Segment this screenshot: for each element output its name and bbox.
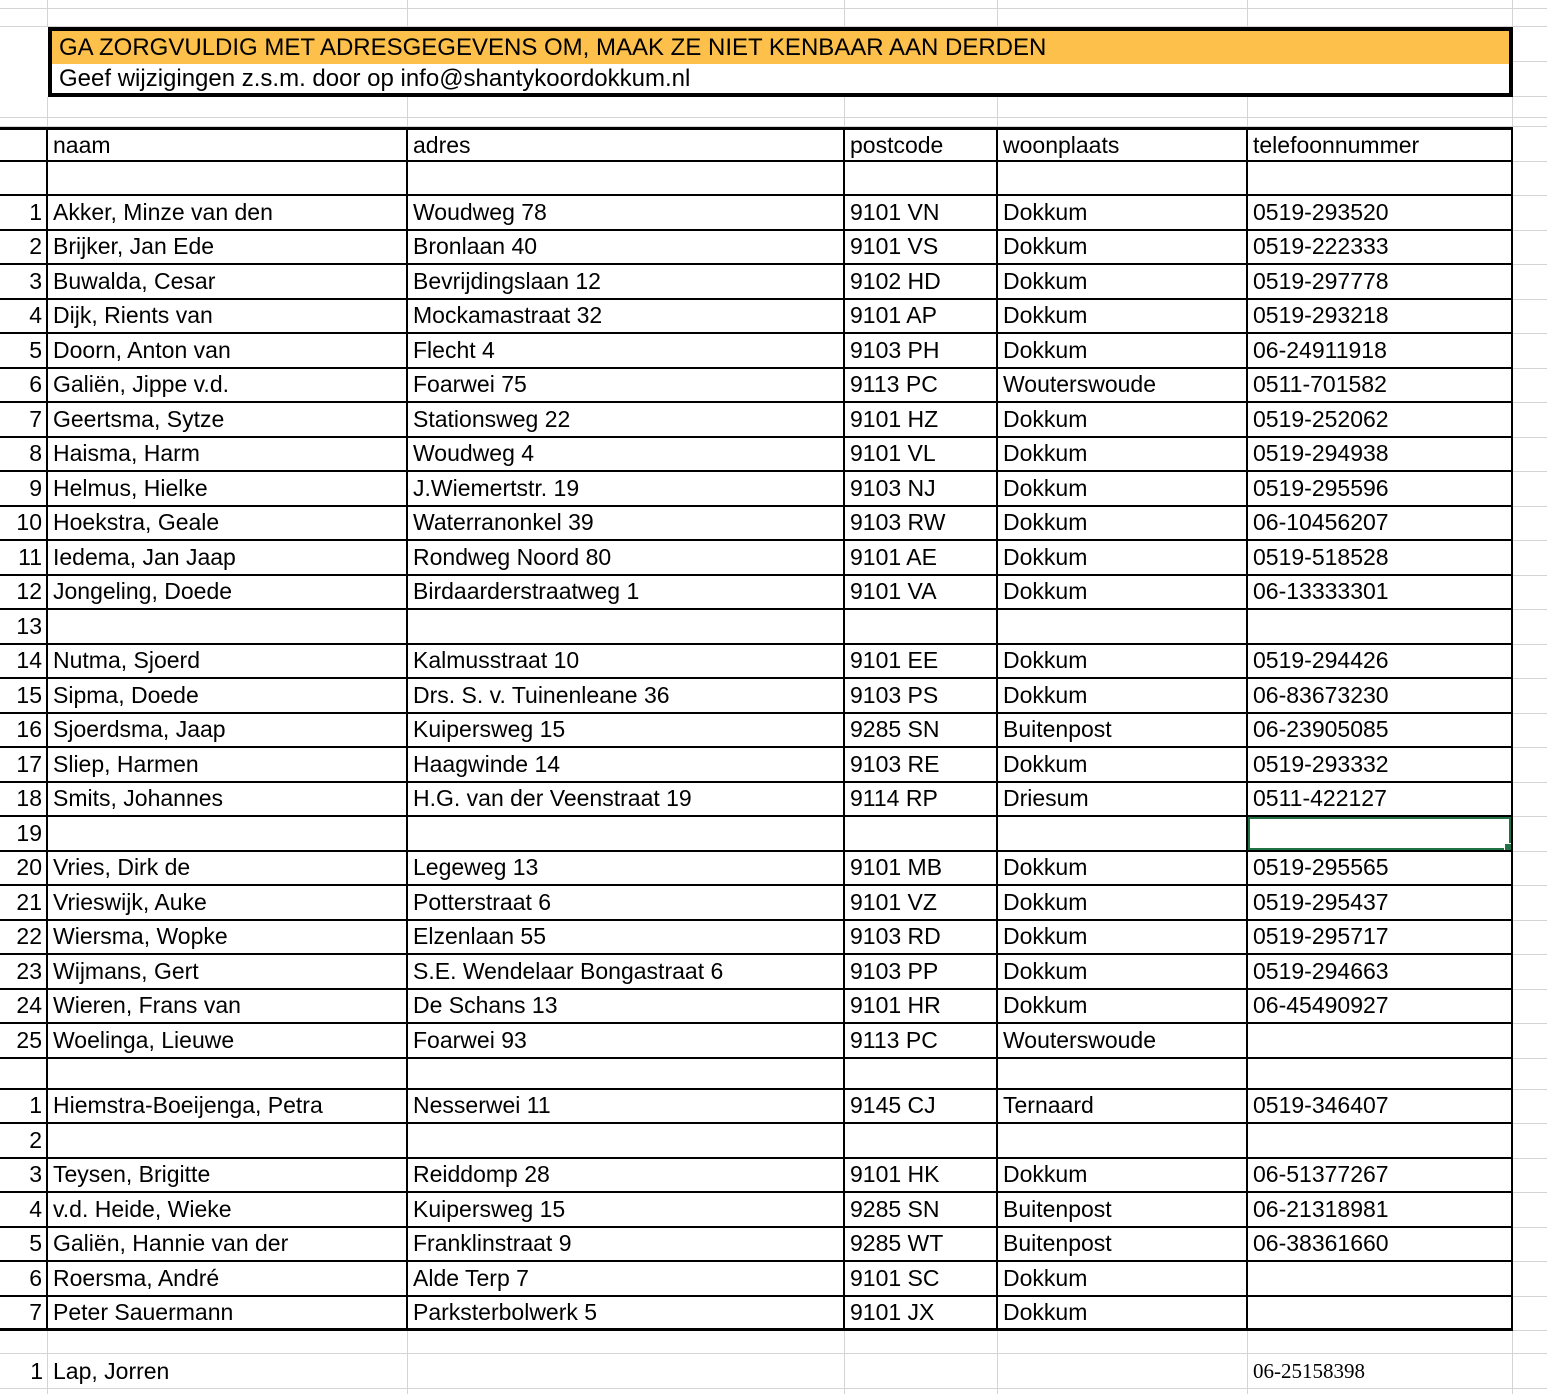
telefoonnummer-cell[interactable] [1248,1297,1513,1332]
woonplaats-cell[interactable]: Buitenpost [998,714,1248,749]
table-row [0,990,1547,1025]
row-number-cell[interactable]: 2 [0,231,48,266]
table-row [0,196,1547,231]
telefoonnummer-cell[interactable]: 0519-518528 [1248,541,1513,576]
row-number-cell[interactable]: 7 [0,403,48,438]
woonplaats-cell[interactable]: Ternaard [998,1090,1248,1125]
adres-cell[interactable]: Rondweg Noord 80 [408,541,845,576]
row-number-cell[interactable]: 12 [0,576,48,611]
row-number-cell[interactable]: 13 [0,610,48,645]
adres-cell[interactable]: Elzenlaan 55 [408,921,845,956]
gutter-cell [1513,921,1547,956]
row-number-cell[interactable]: 22 [0,921,48,956]
naam-cell[interactable] [48,610,408,645]
adres-cell[interactable]: Haagwinde 14 [408,748,845,783]
gutter-cell [1513,1159,1547,1194]
postcode-cell[interactable]: 9285 SN [845,714,998,749]
telefoonnummer-cell[interactable]: 0519-346407 [1248,1090,1513,1125]
postcode-cell[interactable]: 9103 RW [845,507,998,542]
woonplaats-cell[interactable]: Dokkum [998,955,1248,990]
woonplaats-cell[interactable] [998,610,1248,645]
postcode-cell[interactable]: 9101 AP [845,300,998,335]
gutter-cell [1513,955,1547,990]
telefoonnummer-cell[interactable] [1248,817,1513,852]
postcode-cell[interactable]: 9101 MB [845,852,998,887]
table-row [0,1159,1547,1194]
footer-member-row [0,1354,1547,1389]
gutter-cell [1513,231,1547,266]
row-number-cell[interactable]: 9 [0,472,48,507]
naam-cell[interactable]: Sjoerdsma, Jaap [48,714,408,749]
row-number-cell[interactable]: 8 [0,438,48,473]
row-number-cell[interactable]: 1 [0,1354,48,1389]
naam-cell[interactable]: Smits, Johannes [48,783,408,818]
postcode-cell[interactable]: 9285 WT [845,1228,998,1263]
woonplaats-cell[interactable] [998,817,1248,852]
gutter-cell [1513,990,1547,1025]
selection-handle[interactable] [1504,843,1513,852]
adres-cell[interactable]: Kuipersweg 15 [408,714,845,749]
woonplaats-cell[interactable]: Dokkum [998,472,1248,507]
telefoonnummer-cell[interactable] [1248,1124,1513,1159]
postcode-cell[interactable]: 9101 HK [845,1159,998,1194]
telefoonnummer-cell[interactable]: 0519-293520 [1248,196,1513,231]
postcode-cell[interactable]: 9103 PH [845,334,998,369]
gutter-cell [1513,265,1547,300]
postcode-cell[interactable] [845,1354,998,1389]
woonplaats-cell[interactable]: Dokkum [998,1297,1248,1332]
row-number-cell[interactable]: 20 [0,852,48,887]
telefoonnummer-cell[interactable]: 06-25158398 [1248,1354,1513,1389]
naam-cell[interactable]: Buwalda, Cesar [48,265,408,300]
gutter-cell [1513,438,1547,473]
gutter-cell [1513,507,1547,542]
table-row [0,438,1547,473]
adres-cell[interactable]: Mockamastraat 32 [408,300,845,335]
table-row [0,783,1547,818]
adres-cell[interactable]: S.E. Wendelaar Bongastraat 6 [408,955,845,990]
table-row [0,817,1547,852]
adres-cell[interactable]: Legeweg 13 [408,852,845,887]
row-number-cell[interactable]: 5 [0,1228,48,1263]
telefoonnummer-cell[interactable]: 0519-294938 [1248,438,1513,473]
naam-cell[interactable]: Sliep, Harmen [48,748,408,783]
gutter-cell [1513,300,1547,335]
naam-cell[interactable]: Wijmans, Gert [48,955,408,990]
telefoonnummer-cell[interactable]: 0519-295717 [1248,921,1513,956]
naam-cell[interactable]: Vrieswijk, Auke [48,886,408,921]
naam-cell[interactable]: Sipma, Doede [48,679,408,714]
table-header-row [0,127,1547,162]
woonplaats-cell[interactable]: Dokkum [998,438,1248,473]
members-section [0,196,1547,1059]
adres-cell[interactable] [408,1124,845,1159]
empty-grid-row [0,97,1547,118]
naam-cell[interactable]: Dijk, Rients van [48,300,408,335]
postcode-cell[interactable]: 9103 RE [845,748,998,783]
naam-cell[interactable]: Geertsma, Sytze [48,403,408,438]
table-row [0,1024,1547,1059]
naam-cell[interactable]: Hoekstra, Geale [48,507,408,542]
gutter-cell [1513,1297,1547,1332]
woonplaats-cell[interactable]: Dokkum [998,748,1248,783]
adres-cell[interactable]: Foarwei 93 [408,1024,845,1059]
naam-cell[interactable]: Peter Sauermann [48,1297,408,1332]
naam-cell[interactable]: Lap, Jorren [48,1354,408,1389]
adres-cell[interactable]: Franklinstraat 9 [408,1228,845,1263]
adres-cell[interactable]: Parksterbolwerk 5 [408,1297,845,1332]
table-row [0,403,1547,438]
table-row [0,886,1547,921]
telefoonnummer-cell[interactable]: 06-24911918 [1248,334,1513,369]
row-number-cell[interactable]: 10 [0,507,48,542]
postcode-cell[interactable]: 9113 PC [845,369,998,404]
naam-cell[interactable]: Iedema, Jan Jaap [48,541,408,576]
gutter [1513,27,1547,97]
naam-cell[interactable]: Doorn, Anton van [48,334,408,369]
adres-cell[interactable]: Bevrijdingslaan 12 [408,265,845,300]
telefoonnummer-cell[interactable]: 0519-294663 [1248,955,1513,990]
naam-cell[interactable]: Teysen, Brigitte [48,1159,408,1194]
telefoonnummer-cell[interactable]: 06-13333301 [1248,576,1513,611]
gutter-cell [1513,127,1547,162]
postcode-cell[interactable]: 9285 SN [845,1193,998,1228]
woonplaats-cell[interactable]: Dokkum [998,990,1248,1025]
table-row [0,852,1547,887]
naam-cell[interactable]: Vries, Dirk de [48,852,408,887]
row-number-cell[interactable]: 4 [0,300,48,335]
naam-cell[interactable]: Helmus, Hielke [48,472,408,507]
row-number-cell[interactable]: 23 [0,955,48,990]
woonplaats-cell[interactable]: Dokkum [998,645,1248,680]
table-row [0,265,1547,300]
warning-banner-line1[interactable]: GA ZORGVULDIG MET ADRESGEGEVENS OM, MAAK ZE NIET KENBAAR AAN DERDEN [52,31,1509,64]
telefoonnummer-cell[interactable]: 0519-222333 [1248,231,1513,266]
telefoonnummer-cell[interactable] [1248,1262,1513,1297]
telefoonnummer-cell[interactable]: 0519-252062 [1248,403,1513,438]
telefoonnummer-cell[interactable]: 06-21318981 [1248,1193,1513,1228]
naam-cell[interactable]: Wieren, Frans van [48,990,408,1025]
naam-cell[interactable] [48,1124,408,1159]
postcode-cell[interactable]: 9101 HR [845,990,998,1025]
gutter-cell [1513,714,1547,749]
header-row-number-cell[interactable] [0,127,48,162]
telefoonnummer-cell[interactable]: 0519-293218 [1248,300,1513,335]
gutter-cell [1513,645,1547,680]
woonplaats-cell[interactable]: Dokkum [998,1262,1248,1297]
naam-cell[interactable]: Jongeling, Doede [48,576,408,611]
row-number-cell[interactable]: 5 [0,334,48,369]
section-separator-row [0,1059,1547,1090]
postcode-cell[interactable]: 9103 NJ [845,472,998,507]
adres-cell[interactable]: De Schans 13 [408,990,845,1025]
woonplaats-cell[interactable]: Wouterswoude [998,1024,1248,1059]
row-number-cell[interactable]: 6 [0,369,48,404]
header-woonplaats[interactable]: woonplaats [998,127,1248,162]
gutter-cell [1513,162,1547,196]
telefoonnummer-cell[interactable] [1248,1024,1513,1059]
woonplaats-cell[interactable]: Dokkum [998,231,1248,266]
woonplaats-cell[interactable]: Buitenpost [998,1193,1248,1228]
postcode-cell[interactable]: 9101 VA [845,576,998,611]
postcode-cell[interactable]: 9101 SC [845,1262,998,1297]
guests-section [0,1090,1547,1332]
woonplaats-cell[interactable]: Dokkum [998,541,1248,576]
telefoonnummer-cell[interactable]: 06-83673230 [1248,679,1513,714]
gutter-cell [1513,1024,1547,1059]
row-number-cell[interactable]: 14 [0,645,48,680]
adres-cell[interactable]: Waterranonkel 39 [408,507,845,542]
table-row [0,369,1547,404]
empty-table-row [0,162,1547,196]
postcode-cell[interactable]: 9101 JX [845,1297,998,1332]
telefoonnummer-cell[interactable]: 0511-422127 [1248,783,1513,818]
table-row [0,507,1547,542]
telefoonnummer-cell[interactable]: 06-51377267 [1248,1159,1513,1194]
empty-grid-row [0,118,1547,127]
row-number-cell[interactable]: 7 [0,1297,48,1332]
woonplaats-cell[interactable]: Dokkum [998,403,1248,438]
postcode-cell[interactable]: 9101 VL [845,438,998,473]
adres-cell[interactable] [408,610,845,645]
postcode-cell[interactable]: 9103 PS [845,679,998,714]
header-naam[interactable]: naam [48,127,408,162]
row-number-cell[interactable]: 24 [0,990,48,1025]
naam-cell[interactable]: Galiën, Jippe v.d. [48,369,408,404]
postcode-cell[interactable]: 9103 RD [845,921,998,956]
adres-cell[interactable]: Nesserwei 11 [408,1090,845,1125]
postcode-cell[interactable] [845,817,998,852]
naam-cell[interactable]: v.d. Heide, Wieke [48,1193,408,1228]
woonplaats-cell[interactable]: Driesum [998,783,1248,818]
empty-grid-row [0,9,1547,27]
header-postcode[interactable]: postcode [845,127,998,162]
woonplaats-cell[interactable]: Dokkum [998,852,1248,887]
telefoonnummer-cell[interactable]: 06-45490927 [1248,990,1513,1025]
row-number-cell[interactable]: 6 [0,1262,48,1297]
gutter-cell [1513,817,1547,852]
telefoonnummer-cell[interactable]: 06-10456207 [1248,507,1513,542]
gutter-cell [1513,1124,1547,1159]
adres-cell[interactable]: J.Wiemertstr. 19 [408,472,845,507]
row-number-cell[interactable]: 25 [0,1024,48,1059]
gutter-cell [1513,1193,1547,1228]
row-number-cell[interactable]: 21 [0,886,48,921]
warning-banner [48,27,1513,97]
postcode-cell[interactable] [845,610,998,645]
adres-cell[interactable]: Alde Terp 7 [408,1262,845,1297]
postcode-cell[interactable] [845,1124,998,1159]
gutter-cell [1513,1228,1547,1263]
table-row [0,541,1547,576]
row-number-cell[interactable]: 16 [0,714,48,749]
naam-cell[interactable]: Galiën, Hannie van der [48,1228,408,1263]
gutter-cell [1513,610,1547,645]
gutter-cell [1513,334,1547,369]
woonplaats-cell[interactable]: Dokkum [998,300,1248,335]
table-row [0,1262,1547,1297]
woonplaats-cell[interactable]: Wouterswoude [998,369,1248,404]
adres-cell[interactable] [408,1354,845,1389]
gutter-cell [1513,679,1547,714]
table-row [0,472,1547,507]
gutter-cell [1513,1262,1547,1297]
telefoonnummer-cell[interactable]: 0519-294426 [1248,645,1513,680]
naam-cell[interactable]: Hiemstra-Boeijenga, Petra [48,1090,408,1125]
woonplaats-cell[interactable] [998,1124,1248,1159]
table-row [0,748,1547,783]
table-row [0,714,1547,749]
row-number-cell[interactable]: 17 [0,748,48,783]
naam-cell[interactable]: Roersma, André [48,1262,408,1297]
row-number-cell[interactable]: 19 [0,817,48,852]
postcode-cell[interactable]: 9101 EE [845,645,998,680]
adres-cell[interactable] [408,817,845,852]
adres-cell[interactable]: Drs. S. v. Tuinenleane 36 [408,679,845,714]
naam-cell[interactable]: Akker, Minze van den [48,196,408,231]
table-row [0,1090,1547,1125]
gutter-cell [1513,748,1547,783]
table-row [0,679,1547,714]
telefoonnummer-cell[interactable]: 0519-297778 [1248,265,1513,300]
telefoonnummer-cell[interactable]: 0519-293332 [1248,748,1513,783]
postcode-cell[interactable]: 9102 HD [845,265,998,300]
row-number-cell[interactable]: 1 [0,196,48,231]
naam-cell[interactable]: Woelinga, Lieuwe [48,1024,408,1059]
adres-cell[interactable]: Reiddomp 28 [408,1159,845,1194]
telefoonnummer-cell[interactable]: 06-23905085 [1248,714,1513,749]
adres-cell[interactable]: Birdaarderstraatweg 1 [408,576,845,611]
naam-cell[interactable]: Brijker, Jan Ede [48,231,408,266]
gutter-cell [1513,1059,1547,1090]
woonplaats-cell[interactable]: Dokkum [998,1159,1248,1194]
postcode-cell[interactable]: 9145 CJ [845,1090,998,1125]
adres-cell[interactable]: Bronlaan 40 [408,231,845,266]
gutter-cell [1513,1090,1547,1125]
table-row [0,300,1547,335]
woonplaats-cell[interactable]: Dokkum [998,265,1248,300]
row-number-cell[interactable]: 11 [0,541,48,576]
table-row [0,921,1547,956]
row-number-cell[interactable]: 3 [0,265,48,300]
header-telefoonnummer[interactable]: telefoonnummer [1248,127,1513,162]
table-row [0,610,1547,645]
address-table [0,127,1547,1331]
gutter-cell [1513,472,1547,507]
adres-cell[interactable]: Kalmusstraat 10 [408,645,845,680]
postcode-cell[interactable]: 9101 HZ [845,403,998,438]
adres-cell[interactable]: Potterstraat 6 [408,886,845,921]
gutter-cell [1513,541,1547,576]
table-row [0,1228,1547,1263]
row-number-cell[interactable]: 4 [0,1193,48,1228]
warning-banner-row [0,27,1547,97]
table-row [0,955,1547,990]
adres-cell[interactable]: Kuipersweg 15 [408,1193,845,1228]
postcode-cell[interactable]: 9101 VZ [845,886,998,921]
table-row [0,1193,1547,1228]
postcode-cell[interactable]: 9114 RP [845,783,998,818]
row-number-cell[interactable]: 18 [0,783,48,818]
naam-cell[interactable]: Nutma, Sjoerd [48,645,408,680]
gutter-cell [1513,403,1547,438]
empty-grid-row [0,0,1547,9]
gutter-cell [1513,369,1547,404]
woonplaats-cell[interactable]: Dokkum [998,507,1248,542]
telefoonnummer-cell[interactable] [1248,610,1513,645]
woonplaats-cell[interactable]: Dokkum [998,886,1248,921]
postcode-cell[interactable]: 9113 PC [845,1024,998,1059]
table-row [0,1297,1547,1332]
adres-cell[interactable]: Stationsweg 22 [408,403,845,438]
naam-cell[interactable] [48,817,408,852]
postcode-cell[interactable]: 9101 VS [845,231,998,266]
table-row [0,576,1547,611]
empty-grid-row [0,1331,1547,1354]
telefoonnummer-cell[interactable]: 06-38361660 [1248,1228,1513,1263]
adres-cell[interactable]: Woudweg 78 [408,196,845,231]
row-number-cell[interactable]: 1 [0,1090,48,1125]
table-row [0,231,1547,266]
woonplaats-cell[interactable]: Dokkum [998,576,1248,611]
adres-cell[interactable]: Woudweg 4 [408,438,845,473]
naam-cell[interactable]: Haisma, Harm [48,438,408,473]
gutter-cell [1513,196,1547,231]
woonplaats-cell[interactable]: Dokkum [998,921,1248,956]
adres-cell[interactable]: H.G. van der Veenstraat 19 [408,783,845,818]
woonplaats-cell[interactable]: Buitenpost [998,1228,1248,1263]
table-row [0,1124,1547,1159]
header-adres[interactable]: adres [408,127,845,162]
woonplaats-cell[interactable]: Dokkum [998,334,1248,369]
adres-cell[interactable]: Foarwei 75 [408,369,845,404]
postcode-cell[interactable]: 9101 AE [845,541,998,576]
row-number-cell[interactable]: 2 [0,1124,48,1159]
postcode-cell[interactable]: 9103 PP [845,955,998,990]
postcode-cell[interactable]: 9101 VN [845,196,998,231]
woonplaats-cell[interactable] [998,1354,1248,1389]
selection-outline [1248,817,1513,852]
gutter-cell [1513,576,1547,611]
woonplaats-cell[interactable]: Dokkum [998,679,1248,714]
empty-grid-row [0,1389,1547,1394]
row-number-cell[interactable]: 15 [0,679,48,714]
gutter-cell [1513,783,1547,818]
woonplaats-cell[interactable]: Dokkum [998,196,1248,231]
adres-cell[interactable]: Flecht 4 [408,334,845,369]
telefoonnummer-cell[interactable]: 0511-701582 [1248,369,1513,404]
gutter-cell [1513,886,1547,921]
telefoonnummer-cell[interactable]: 0519-295596 [1248,472,1513,507]
naam-cell[interactable]: Wiersma, Wopke [48,921,408,956]
telefoonnummer-cell[interactable]: 0519-295437 [1248,886,1513,921]
table-row [0,645,1547,680]
warning-banner-line2[interactable]: Geef wijzigingen z.s.m. door op info@shantykoordokkum.nl [52,64,1509,93]
table-row [0,334,1547,369]
gutter-cell [1513,852,1547,887]
telefoonnummer-cell[interactable]: 0519-295565 [1248,852,1513,887]
row-number-cell[interactable]: 3 [0,1159,48,1194]
